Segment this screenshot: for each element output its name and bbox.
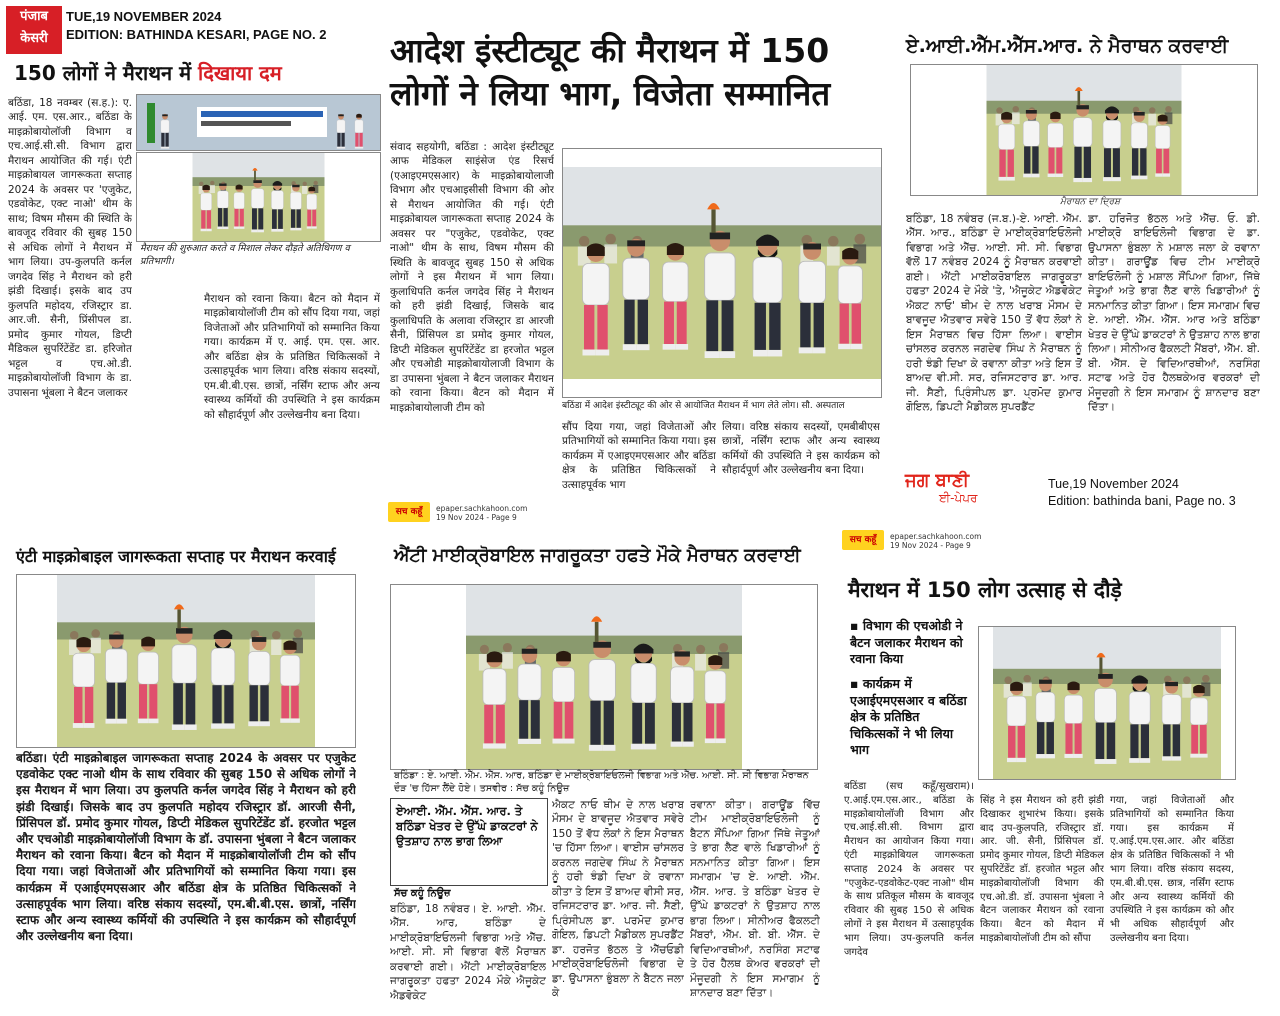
clip5-caption: ਬਠਿੰਡਾ : ਏ. ਆਈ. ਐੱਮ. ਐੱਸ. ਆਰ, ਬਠਿੰਡਾ ਦੇ ਮਾਈਕ੍ਰੋਬਾਇਓਲਜੀ ਵਿਭਾਗ ਅਤੇ ਐੱਚ. ਆਈ. ਸੀ. ਸੀ ਵਿਭਾਗ ਮੈਰਾਥਨ ਦੌੜ 'ਚ ਹਿੱਸਾ ਲੈਂਦੇ ਹੋਏ। ਤਸਵੀਰ : ਸੱਚ ਕਹੂੰ ਨਿਊਜ਼ <box>394 770 809 794</box>
clip6-col1: बठिंडा (सच कहूँ/सुखराम)। ए.आई.एम.एस.आर., बठिंडा के माइक्रोबायोलॉजी विभाग और एच.आई.सी.सी. विभाग द्वारा मैराथन का आयोजन किया गया। एंटी माइक्रोबियल जागरूकता सप्ताह 2024 के अवसर पर "एजुकेट-एडवोकेट-एक्ट नाओ" थीम के साथ प्रतिकूल मौसम के बावजूद रविवार की सुबह 150 से अधिक लोगों ने इस मैराथन में उत्साहपूर्वक भाग लिया। उप-कुलपति कर्नल जगदेव <box>844 781 974 958</box>
clip1-edition: EDITION: BATHINDA KESARI, PAGE NO. 2 <box>66 27 327 42</box>
clip4-photo <box>16 574 356 748</box>
clip4-headline: एंटी माइक्रोबाइल जागरूकता सप्ताह पर मैराथन करवाई <box>16 547 336 566</box>
clip2-sachkahoon-logo: सच कहूँ <box>388 502 430 522</box>
clip5-photo-svg <box>391 585 817 769</box>
clip-sachkahoon-hindi <box>838 526 1280 1016</box>
clip1-photo-runners-svg <box>137 153 380 241</box>
clip-jag-bani <box>900 0 1280 526</box>
clip5-photo <box>390 584 818 770</box>
clip6-photo <box>978 626 1236 780</box>
clip5-headline: ਐਂਟੀ ਮਾਈਕ੍ਰੋਬਾਇਲ ਜਾਗਰੂਕਤਾ ਹਫਤੇ ਮੌਕੇ ਮੈਰਾਥਨ ਕਰਵਾਈ <box>394 545 801 566</box>
clip5-col3: ਰਵਾਨਾ ਕੀਤਾ। ਗਰਾਊਂਡ ਵਿੱਚ ਟੀਮ ਮਾਈਕ੍ਰੋਬਾਇਓਲੋਜੀ ਨੂੰ ਬੈਟਨ ਸੌਂਪਿਆ ਗਿਆ ਜਿੱਥੇ ਜੇਤੂਆਂ ਤੇ ਭਾਗ ਲੈਣ ਵਾਲੇ ਖਿਡਾਰੀਆਂ ਨੂੰ ਸਨਮਾਨਿਤ ਕੀਤਾ ਗਿਆ। ਇਸ ਸਮਾਗਮ 'ਚ ਏ. ਆਈ. ਐੱਮ. ਐੱਸ. ਆਰ. ਤੇ ਬਠਿੰਡਾ ਖੇਤਰ ਦੇ ਉੱਘੇ ਡਾਕਟਰਾਂ ਨੇ ਉਤਸ਼ਾਹ ਨਾਲ ਭਾਗ ਲਿਆ। ਸੀਨੀਅਰ ਫੈਕਲਟੀ ਮੈਂਬਰਾਂ, ਐੱਮ. ਬੀ. ਬੀ. ਐੱਸ. ਦੇ ਵਿਦਿਆਰਥੀਆਂ, ਨਰਸਿੰਗ ਸਟਾਫ ਤੇ ਹੋਰ ਹੈਲਥ ਕੇਅਰ ਵਰਕਰਾਂ ਦੀ ਮੌਜੂਦਗੀ ਨੇ ਇਸ ਸਮਾਗਮ ਨੂੰ ਸ਼ਾਨਦਾਰ ਬਣਾ ਦਿੱਤਾ। <box>690 799 820 1000</box>
clip5-col1: ਬਠਿੰਡਾ, 18 ਨਵੰਬਰ। ਏ. ਆਈ. ਐੱਮ. ਐੱਸ. ਆਰ, ਬਠਿੰਡਾ ਦੇ ਮਾਈਕ੍ਰੋਬਾਇਓਲਜੀ ਵਿਭਾਗ ਅਤੇ ਐੱਚ. ਆਈ. ਸੀ. ਸੀ ਵਿਭਾਗ ਵੱਲੋਂ ਮੈਰਾਥਨ ਕਰਵਾਈ ਗਈ। ਐਂਟੀ ਮਾਈਕ੍ਰੋਬਾਇਲ ਜਾਗਰੂਕਤਾ ਹਫਤਾ 2024 ਮੌਕੇ ਐਜੂਕੇਟ ਐਡਵੋਕੇਟ <box>390 903 546 1002</box>
clip6-col2: सिंह ने इस मैराथन को हरी झंडी दिखाकर शुभारंभ किया। इसके बाद उप-कुलपति, रजिस्ट्रार डॉ. आर. जी. सैनी, प्रिंसिपल डॉ. प्रमोद कुमार गोयल, डिप्टी मेडिकल सुपरिटेंडेंट डॉ. हरजोत भट्टल और माइक्रोबायोलॉजी विभाग की एच.ओ.डी. डॉ. उपासना भुंबला ने बैटन जलाकर मैराथन को रवाना किया। बैटन को मैदान में माइक्रोबायोलॉजी टीम को सौंपा <box>980 795 1104 944</box>
clip6-sachkahoon-logo: सच कहूँ <box>842 530 884 550</box>
clip1-date: TUE,19 NOVEMBER 2024 <box>66 9 222 24</box>
clip5-col2: ਐਕਟ ਨਾਓ ਥੀਮ ਦੇ ਨਾਲ ਖਰਾਬ ਮੌਸਮ ਦੇ ਬਾਵਜੂਦ ਐਤਵਾਰ ਸਵੇਰੇ 150 ਤੋਂ ਵੱਧ ਲੋਕਾਂ ਨੇ ਇਸ ਮੈਰਾਥਨ 'ਚ ਹਿੱਸਾ ਲਿਆ। ਵਾਈਸ ਚਾਂਸਲਰ ਕਰਨਲ ਜਗਦੇਵ ਸਿੰਘ ਨੇ ਮੈਰਾਥਨ ਨੂੰ ਹਰੀ ਝੰਡੀ ਦਿਖਾ ਕੇ ਰਵਾਨਾ ਕੀਤਾ ਤੇ ਇਸ ਤੋਂ ਬਾਅਦ ਵੀਸੀ ਸਰ, ਰਜਿਸਟਰਾਰ ਡਾ. ਆਰ. ਜੀ. ਸੈਣੀ, ਪ੍ਰਿੰਸੀਪਲ ਡਾ. ਪਰਮੋਦ ਕੁਮਾਰ ਗੋਇਲ, ਡਿਪਟੀ ਮੈਡੀਕਲ ਸੁਪਰਡੈਂਟ ਡਾ. ਹਰਜੋਤ ਭੱਠਲ ਤੇ ਐੱਚਓਡੀ ਮਾਈਕ੍ਰੋਬਾਇਓਲੋਜੀ ਵਿਭਾਗ ਦੇ ਡਾ. ਉਪਾਸਨਾ ਭੁੰਬਲਾ ਨੇ ਬੈਟਨ ਜਲਾ ਕੇ <box>552 799 684 1000</box>
clip6-bullet1: ▪ विभाग की एचओडी ने बैटन जलाकर मैराथन को रवाना किया <box>850 618 963 666</box>
clip1-headline-a: 150 लोगों ने मैराथन में <box>14 61 192 85</box>
jag-bani-logo-a: ਜਗ ਬਾਣੀ <box>905 470 970 491</box>
clip1-photo-runners <box>136 152 381 242</box>
clip1-col1: बठिंडा, 18 नवम्बर (स.ह.): ए. आई. एम. एस.आर., बठिंडा के माइक्रोबायोलॉजी विभाग व एच.आई.सी.सी. विभाग द्वारा मैराथन आयोजित की गई। एंटी माइक्रोबायल जागरूकता सप्ताह 2024 के अवसर पर 'एजुकेट, एडवोकेट, एक्ट नाओ' थीम के साथ; विषम मौसम की स्थिति के बावजूद रविवार की सुबह 150 से अधिक लोगों ने मैराथन में भाग लिया। उप-कुलपति कर्नल जगदेव सिंह ने मैराथन को हरी झंडी दिखाई। इसके बाद उप कुलपति महोदय, रजिस्ट्रार डा. आर.जी. सैनी, प्रिंसीपल डा. प्रमोद कुमार गोयल, डिप्टी मैडिकल सुपरिंटेंडेंट डा. हरिजोत भट्टल व एच.ओ.डी. माइक्रोबायोलॉजी विभाग के डा. उपासना भूंबला ने बैटन जलाकर <box>8 97 132 399</box>
clip2-sk-url: epaper.sachkahoon.com <box>436 504 528 513</box>
clip-sachkahoon-punjabi <box>386 536 826 1016</box>
clip1-headline <box>14 62 282 85</box>
jag-bani-logo-b: ਈ-ਪੇਪਰ <box>939 491 978 505</box>
clip6-col3: गया, जहां विजेताओं और प्रतिभागियों को सम्मानित किया गया। इस कार्यक्रम में ए.आई.एम.एस.आर. और बठिंडा क्षेत्र के प्रतिष्ठित चिकित्सकों ने भी भाग लिया। वरिष्ठ संकाय सदस्य, एम.बी.बी.एस. छात्र, नर्सिंग स्टाफ और अन्य स्वास्थ्य कर्मियों की उपस्थिति ने इस कार्यक्रम को और भी अधिक सौहार्दपूर्ण और उल्लेखनीय बना दिया। <box>1110 795 1234 944</box>
clip1-photo-banner-svg <box>137 95 380 150</box>
clip4-body: बठिंडा। एंटी माइक्रोबाइल जागरूकता सप्ताह 2024 के अवसर पर एजुकेट एडवोकेट एक्ट नाओ थीम के साथ रविवार की सुबह 150 से अधिक लोगों ने इस मैराथन में भाग लिया। उप कुलपति कर्नल जगदेव सिंह ने मैराथन को हरी झंडी दिखाई। जिसके बाद उप कुलपति महोदय रजिस्ट्रार डॉ. आरजी सैनी, प्रिंसिपल डॉ. प्रमोद कुमार गोयल, डिप्टी मेडिकल सुपरिटेंडेंट डॉ. हरजोत भट्टल और एचओडी माइक्रोबायोलॉजी विभाग के डॉ. उपासना भुंबला ने बैटन जलाकर मैराथन को रवाना किया। बैटन को मैदान में माइक्रोबायोलॉजी टीम को सौंप दिया गया। जहां विजेताओं और प्रतिभागियों को सम्मानित किया गया। इस कार्यक्रम में एआईएमएसआर और बठिंडा क्षेत्र के प्रतिष्ठित चिकित्सकों ने उत्साहपूर्वक भाग लिया। वरिष्ठ संकाय सदस्यों, एम.बी.बी.एस. छात्रों, नर्सिंग स्टाफ और अन्य स्वास्थ्य कर्मियों की उपस्थिति ने इस कार्यक्रम को सौहार्दपूर्ण और उल्लेखनीय बना दिया। <box>16 751 356 944</box>
clip3-caption: ਮੈਰਾਥਨ ਦਾ ਦ੍ਰਿਸ਼ <box>1060 197 1121 207</box>
clip2-photo <box>562 148 882 398</box>
clip3-col1: ਬਠਿੰਡਾ, 18 ਨਵੰਬਰ (ਜ.ਬ.)-ਏ. ਆਈ. ਐੱਮ. ਐੱਸ. ਆਰ., ਬਠਿੰਡਾ ਦੇ ਮਾਈਕ੍ਰੋਬਾਇਓਲੋਜੀ ਵਿਭਾਗ ਅਤੇ ਐੱਚ. ਆਈ. ਸੀ. ਸੀ. ਵਿਭਾਗ ਵੱਲੋਂ 17 ਨਵੰਬਰ 2024 ਨੂੰ ਮੈਰਾਥਨ ਕਰਵਾਈ ਗਈ। ਐਂਟੀ ਮਾਈਕਰੋਬਾਇਲ ਜਾਗਰੂਕਤਾ ਹਫਤਾ 2024 ਦੇ ਮੌਕੇ 'ਤੇ, 'ਐਜੂਕੇਟ ਐਡਵੋਕੇਟ ਐਕਟ ਨਾਓ' ਥੀਮ ਦੇ ਨਾਲ ਖਰਾਬ ਮੌਸਮ ਦੇ ਬਾਵਜੂਦ ਐਤਵਾਰ ਸਵੇਰੇ 150 ਤੋਂ ਵੱਧ ਲੋਕਾਂ ਨੇ ਇਸ ਮੈਰਾਥਨ ਵਿਚ ਹਿੱਸਾ ਲਿਆ। ਵਾਈਸ ਚਾਂਸਲਰ ਕਰਨਲ ਜਗਦੇਵ ਸਿੰਘ ਨੇ ਮੈਰਾਥਨ ਨੂੰ ਹਰੀ ਝੰਡੀ ਦਿਖਾ ਕੇ ਰਵਾਨਾ ਕੀਤਾ ਅਤੇ ਇਸ ਤੋਂ ਬਾਅਦ ਵੀ.ਸੀ. ਸਰ, ਰਜਿਸਟਰਾਰ ਡਾ. ਆਰ. ਜੀ. ਸੈਣੀ, ਪ੍ਰਿੰਸੀਪਲ ਡਾ. ਪ੍ਰਮੋਦ ਕੁਮਾਰ ਗੋਇਲ, ਡਿਪਟੀ ਮੈਡੀਕਲ ਸੁਪਰਡੈਂਟ <box>906 213 1082 414</box>
clip3-headline: ਏ.ਆਈ.ਐੱਮ.ਐੱਸ.ਆਰ. ਨੇ ਮੈਰਾਥਨ ਕਰਵਾਈ <box>906 35 1229 57</box>
clip-punjab-kesari <box>0 0 386 526</box>
punjab-kesari-logo: पंजाब केसरी <box>6 6 62 54</box>
clip2-sachkahoon-meta <box>436 504 527 522</box>
clip2-sk-date: 19 Nov 2024 - Page 9 <box>436 513 517 522</box>
clip2-col2: सौंप दिया गया, जहां विजेताओं और प्रतिभागियों को सम्मानित किया गया। इस कार्यक्रम में एआइएमएसआर और बठिंडा क्षेत्र के प्रतिष्ठित चिकित्सकों ने उत्साहपूर्वक भाग <box>562 421 716 491</box>
clip2-photo-svg <box>563 149 881 397</box>
clip2-col1: संवाद सहयोगी, बठिंडा : आदेश इंस्टीट्यूट आफ मेडिकल साइंसेज एंड रिसर्च (एआइएमएसआर) के माइक्रोबायोलाजी विभाग और एचआइसीसी विभाग की ओर से मैराथन आयोजित की गई। एंटी माइक्रोबायल जागरूकता सप्ताह 2024 के अवसर पर "एजुकेट, एडवोकेट, एक्ट नाओ" थीम के साथ, विषम मौसम की स्थिति के बावजूद सुबह 150 से अधिक लोगों ने इस मैराथन में भाग लिया। कुलाधिपति कर्नल जगदेव सिंह ने मैराथन को हरी झंडी दिखाई, जिसके बाद कुलाधिपति के अलावा रजिस्ट्रार डा आरजी सैनी, प्रिंसिपल डा प्रमोद कुमार गोयल, डिप्टी मेडिकल सुपरिंटेंडेंट डा हरजोत भट्टल और एचओडी माइक्रोबायोलाजी विभाग के डा उपासना भुंबला ने बैटन जलाकर मैराथन को रवाना किया। बैटन को मैदान में माइक्रोबायोलाजी टीम को <box>390 141 554 414</box>
clip2-caption: बठिंडा में आदेश इंस्टीट्यूट की ओर से आयोजित मैराथन में भाग लेते लोग। सौ. अस्पताल <box>562 401 845 411</box>
clip6-headline: मैराथन में 150 लोग उत्साह से दौड़े <box>848 578 1122 602</box>
clip1-meta <box>66 8 327 44</box>
clip3-photo <box>910 64 1258 196</box>
clip3-photo-svg <box>911 65 1257 195</box>
clip5-byline: ਸੱਚ ਕਹੂੰ ਨਿਊਜ਼ <box>394 888 451 899</box>
clip3-meta <box>1048 476 1236 510</box>
clip2-col3: लिया। वरिष्ठ संकाय सदस्यों, एमबीबीएस छात्रों, नर्सिंग स्टाफ और अन्य स्वास्थ्य कर्मियों की उपस्थिति ने इस कार्यक्रम को सौहार्दपूर्ण और उल्लेखनीय बना दिया। <box>722 421 880 477</box>
clip3-date: Tue,19 November 2024 <box>1048 477 1179 491</box>
clip2-headline: आदेश इंस्टीट्यूट की मैराथन में 150 लोगों ने लिया भाग, विजेता सम्मानित <box>390 31 831 113</box>
clip1-col2: मैराथन को रवाना किया। बैटन को मैदान में माइक्रोबायोलॉजी टीम को सौंप दिया गया, जहां विजेताओं और प्रतिभागियों को सम्मानित किया गया। कार्यक्रम में ए. आई. एम. एस. आर. और बठिंडा क्षेत्र के प्रतिष्ठित चिकित्सकों ने उत्साहपूर्वक भाग लिया। वरिष्ठ संकाय सदस्यों, एम.बी.बी.एस. छात्रों, नर्सिंग स्टाफ और अन्य स्वास्थ्य कर्मियों की उपस्थिति ने इस कार्यक्रम को सौहार्दपूर्ण और उल्लेखनीय बना दिया। <box>204 293 380 421</box>
clip6-bullet2: ▪ कार्यक्रम में एआईएमएसआर व बठिंडा क्षेत्र के प्रतिष्ठित चिकित्सकों ने भी लिया भाग <box>850 676 967 757</box>
clip1-caption: मैराथन की शुरुआत करते व मिशाल लेकर दौड़ते अतिथिगण व प्रतिभागी। <box>140 243 350 267</box>
jag-bani-logo <box>905 470 1040 516</box>
clip4-photo-svg <box>17 575 355 747</box>
clip6-sachkahoon-meta <box>890 532 981 550</box>
clip1-headline-b: दिखाया दम <box>198 61 282 85</box>
clip6-sk-url: epaper.sachkahoon.com <box>890 532 982 541</box>
clip3-edition: Edition: bathinda bani, Page no. 3 <box>1048 494 1236 508</box>
clip5-subheading: ਏਆਈ. ਐੱਮ. ਐੱਸ. ਆਰ. ਤੇ ਬਠਿੰਡਾ ਖੇਤਰ ਦੇ ਉੱਘੇ ਡਾਕਟਰਾਂ ਨੇ ਉਤਸ਼ਾਹ ਨਾਲ ਭਾਗ ਲਿਆ <box>396 804 538 849</box>
clip-antimicrobial-week <box>0 540 376 1016</box>
clip1-photo-banner <box>136 94 381 151</box>
clip6-photo-svg <box>979 627 1235 779</box>
clip6-sk-date: 19 Nov 2024 - Page 9 <box>890 541 971 550</box>
clip-aadesh-marathon <box>386 0 888 526</box>
clip3-col2: ਡਾ. ਹਰਿਜੋਤ ਭੱਠਲ ਅਤੇ ਐੱਚ. ਓ. ਡੀ. ਮਾਈਕ੍ਰੋ ਬਾਇਓਲੋਜੀ ਵਿਭਾਗ ਦੇ ਡਾ. ਉਪਾਸਨਾ ਭੁੰਬਲਾ ਨੇ ਮਸ਼ਾਲ ਜਲਾ ਕੇ ਰਵਾਨਾ ਕੀਤਾ। ਗਰਾਊਂਡ ਵਿਚ ਟੀਮ ਮਾਈਕ੍ਰੋ ਬਾਇਓਲੋਜੀ ਨੂੰ ਮਸ਼ਾਲ ਸੌਂਪਿਆ ਗਿਆ, ਜਿੱਥੇ ਜੇਤੂਆਂ ਅਤੇ ਭਾਗ ਲੈਣ ਵਾਲੇ ਖਿਡਾਰੀਆਂ ਨੂੰ ਸਨਮਾਨਿਤ ਕੀਤਾ ਗਿਆ। ਇਸ ਸਮਾਗਮ ਵਿਚ ਏ. ਆਈ. ਐੱਮ. ਐੱਸ. ਆਰ ਅਤੇ ਬਠਿੰਡਾ ਖੇਤਰ ਦੇ ਉੱਘੇ ਡਾਕਟਰਾਂ ਨੇ ਉਤਸ਼ਾਹ ਨਾਲ ਭਾਗ ਲਿਆ। ਸੀਨੀਅਰ ਫੈਕਲਟੀ ਮੈਂਬਰਾਂ, ਐੱਮ. ਬੀ. ਬੀ. ਐੱਸ. ਦੇ ਵਿਦਿਆਰਥੀਆਂ, ਨਰਸਿੰਗ ਸਟਾਫ ਅਤੇ ਹੋਰ ਹੈਲਥਕੇਅਰ ਵਰਕਰਾਂ ਦੀ ਮੌਜੂਦਗੀ ਨੇ ਇਸ ਸਮਾਗਮ ਨੂੰ ਸ਼ਾਨਦਾਰ ਬਣਾ ਦਿੱਤਾ। <box>1088 213 1260 414</box>
